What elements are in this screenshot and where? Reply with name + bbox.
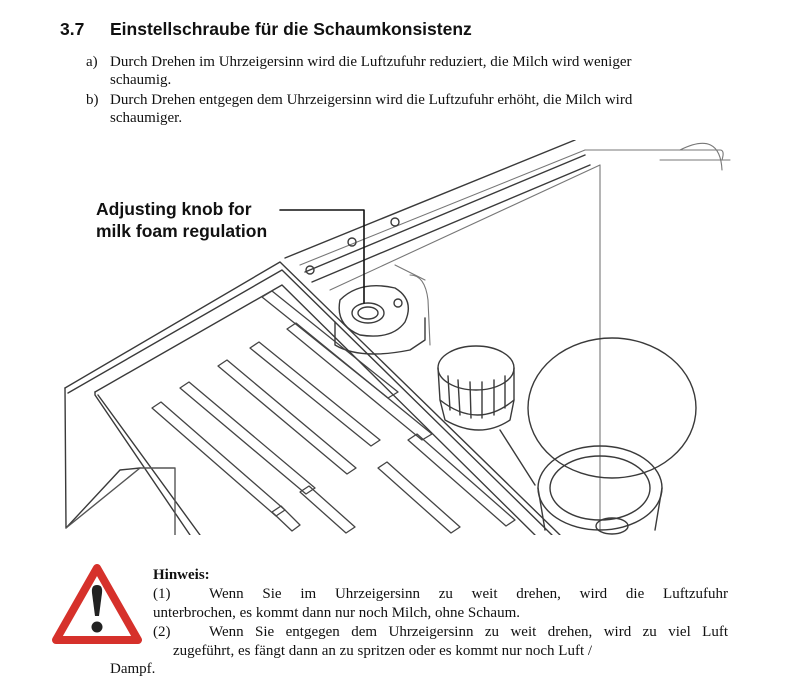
list-item-line: schaumiger. [110, 110, 183, 126]
note-item [153, 623, 728, 642]
note-tail: Dampf. [110, 661, 156, 677]
note-item [153, 585, 728, 604]
section-heading [60, 19, 472, 40]
list-item [86, 91, 736, 127]
rail [285, 140, 590, 282]
section-number: 3.7 [60, 19, 85, 39]
adjusting-knob [335, 286, 425, 354]
list-marker: a) [86, 54, 98, 70]
instruction-list [86, 53, 736, 129]
warning-note [153, 566, 728, 661]
ribbed-cap [438, 346, 514, 430]
note-title: Hinweis: [153, 567, 210, 583]
note-index: (1) [153, 586, 171, 602]
note-text: Wenn Sie entgegen dem Uhrzeigersinn zu weit drehen, wird zu viel Luft [209, 624, 728, 640]
list-item [86, 53, 736, 89]
list-item-line: Durch Drehen entgegen dem Uhrzeigersinn wird die Luftzufuhr erhöht, die Milch wird [110, 92, 633, 108]
note-text: unterbrochen, es kommt dann nur noch Milch, ohne Schaum. [153, 605, 521, 621]
list-item-line: schaumig. [110, 72, 172, 88]
housing-outline [300, 143, 730, 530]
callout-line: Adjusting knob for [96, 199, 252, 219]
list-marker: b) [86, 92, 99, 108]
note-text: Wenn Sie im Uhrzeigersinn zu weit drehen, wird die Luftzufuhr [209, 586, 728, 602]
note-text: zugeführt, es fängt dann an zu spritzen oder es kommt nur noch Luft / [173, 643, 593, 659]
callout-label [96, 198, 267, 242]
note-index: (2) [153, 624, 171, 640]
list-item-line: Durch Drehen im Uhrzeigersinn wird die Luftzufuhr reduziert, die Milch wird weniger [110, 54, 632, 70]
callout-line: milk foam regulation [96, 221, 268, 241]
section-title: Einstellschraube für die Schaumkonsistenz [110, 19, 472, 39]
warning-triangle-icon [51, 563, 143, 645]
